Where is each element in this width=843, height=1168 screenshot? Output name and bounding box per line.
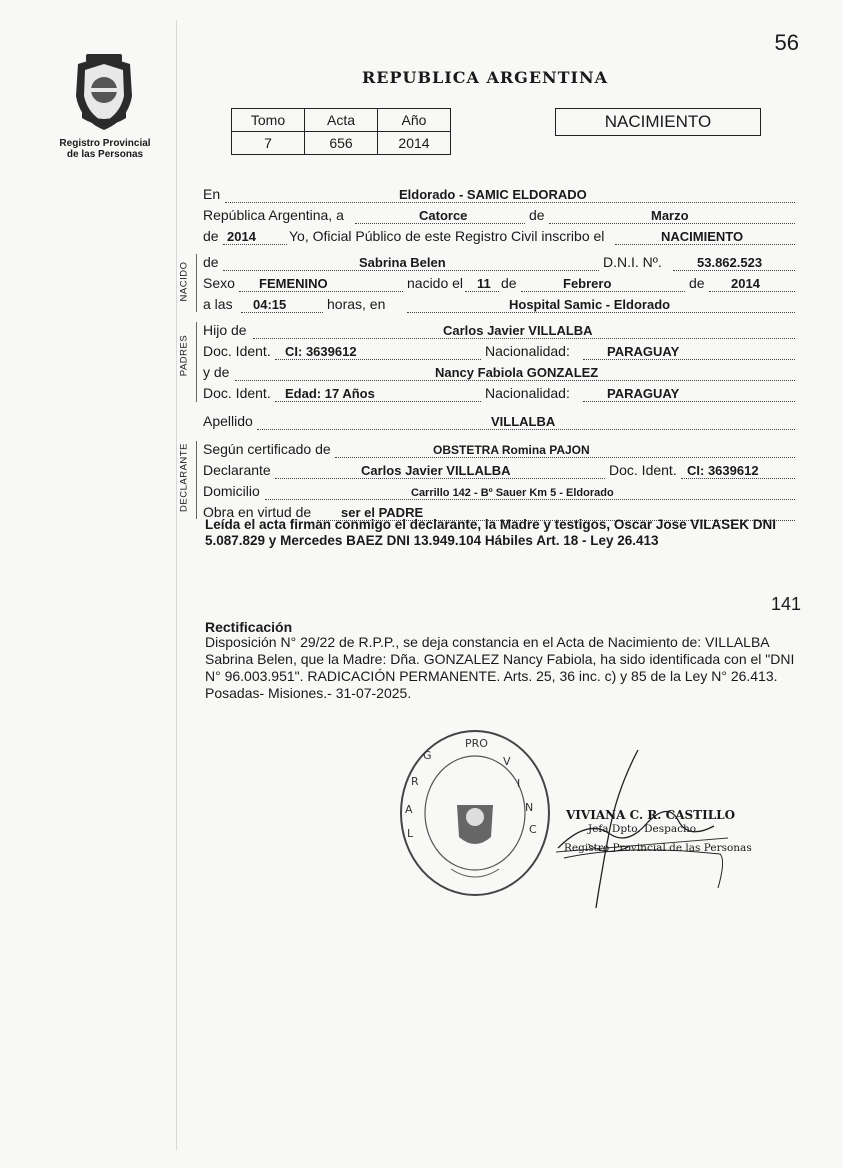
value-padre-doc: CI: 3639612 bbox=[285, 344, 357, 359]
rectificacion-title: Rectificación bbox=[205, 619, 293, 635]
value-tipo-acta: NACIMIENTO bbox=[661, 229, 744, 244]
value-madre-doc: Edad: 17 Años bbox=[285, 386, 375, 401]
row-lugar: En Eldorado - SAMIC ELDORADO bbox=[203, 186, 795, 205]
logo-caption: Registro Provincial de las Personas bbox=[59, 138, 151, 160]
section-label-padres: PADRES bbox=[178, 334, 190, 377]
svg-text:L: L bbox=[407, 827, 414, 840]
value-padre-nac: PARAGUAY bbox=[607, 344, 680, 359]
svg-text:I: I bbox=[517, 777, 521, 790]
row-certificado: Según certificado de OBSTETRA Romina PAJON bbox=[203, 441, 795, 460]
value-nombre: Sabrina Belen bbox=[359, 255, 446, 270]
table-value-tomo: 7 bbox=[232, 132, 305, 155]
handwritten-signature-icon bbox=[548, 748, 738, 928]
table-header-acta: Acta bbox=[305, 109, 378, 132]
svg-text:PRO: PRO bbox=[465, 737, 488, 750]
signature-role: Jefa Dpto. Despacho bbox=[588, 823, 697, 835]
value-anio-nac: 2014 bbox=[731, 276, 760, 291]
value-domicilio: Carrillo 142 - Bº Sauer Km 5 - Eldorado bbox=[411, 487, 614, 499]
margin-line bbox=[176, 20, 177, 1150]
row-inscribo: de 2014 Yo, Oficial Público de este Registro Civil inscribo el NACIMIENTO bbox=[203, 228, 795, 247]
row-sexo: Sexo FEMENINO nacido el 11 de Febrero de 2014 bbox=[203, 275, 795, 294]
record-type-box: NACIMIENTO bbox=[555, 108, 761, 136]
row-nombre: de Sabrina Belen D.N.I. Nº. 53.862.523 bbox=[203, 254, 795, 273]
svg-text:R: R bbox=[411, 775, 419, 788]
value-lugar: Eldorado - SAMIC ELDORADO bbox=[399, 187, 587, 202]
table-value-anio: 2014 bbox=[378, 132, 451, 155]
row-apellido: Apellido VILLALBA bbox=[203, 413, 795, 432]
row-declarante: Declarante Carlos Javier VILLALBA Doc. Ident. CI: 3639612 bbox=[203, 462, 795, 481]
row-madre-doc: Doc. Ident. Edad: 17 Años Nacionalidad: PARAGUAY bbox=[203, 385, 795, 404]
value-apellido: VILLALBA bbox=[491, 414, 556, 429]
value-madre-nac: PARAGUAY bbox=[607, 386, 680, 401]
table-value-acta: 656 bbox=[305, 132, 378, 155]
page-title: REPUBLICA ARGENTINA bbox=[362, 68, 609, 87]
value-declarante-doc: CI: 3639612 bbox=[687, 463, 759, 478]
signature-name: VIVIANA C. R. CASTILLO bbox=[566, 808, 736, 822]
tomo-acta-anio-table bbox=[231, 108, 451, 155]
value-padre: Carlos Javier VILLALBA bbox=[443, 323, 593, 338]
value-obra: ser el PADRE bbox=[341, 505, 424, 520]
value-sexo: FEMENINO bbox=[259, 276, 328, 291]
table-header-tomo: Tomo bbox=[232, 109, 305, 132]
value-dni: 53.862.523 bbox=[697, 255, 763, 270]
row-hora: a las 04:15 horas, en Hospital Samic - Eldorado bbox=[203, 296, 795, 315]
secondary-number: 141 bbox=[770, 594, 801, 614]
row-padre: Hijo de Carlos Javier VILLALBA bbox=[203, 322, 795, 341]
value-lugar-nac: Hospital Samic - Eldorado bbox=[509, 297, 671, 312]
section-label-declarante: DECLARANTE bbox=[178, 443, 190, 512]
value-dia: Catorce bbox=[419, 208, 468, 223]
row-padre-doc: Doc. Ident. CI: 3639612 Nacionalidad: PARAGUAY bbox=[203, 343, 795, 362]
closing-note: Leída el acta firman conmigo el declarante, la Madre y testigos, Oscar Jose VILASEK DNI 5.087.829 y Mercedes BAEZ DNI 13.949.104 Hábiles Art. 18 - Ley 26.413 bbox=[205, 517, 776, 548]
svg-text:V: V bbox=[503, 755, 511, 768]
official-seal-icon bbox=[395, 725, 555, 900]
rectificacion-text: Disposición N° 29/22 de R.P.P., se deja constancia en el Acta de Nacimiento de: VILLALBA Sabrina Belen, que la Madre: Dña. GONZALEZ Nancy Fabiola, ha sido identificada con el "DNI N° 96.003.951". RADICACIÓN PERMANENTE. Arts. 25, 36 inc. c) y 85 de la Ley N° 26.413. Posadas- Misiones.- 31-07-2025. bbox=[205, 634, 795, 701]
value-hora: 04:15 bbox=[253, 297, 287, 312]
value-dia-nac: 11 bbox=[477, 276, 491, 291]
value-mes-nac: Febrero bbox=[563, 276, 612, 291]
value-declarante: Carlos Javier VILLALBA bbox=[361, 463, 511, 478]
section-label-nacido: NACIDO bbox=[178, 261, 190, 302]
signature-org: Registro Provincial de las Personas bbox=[564, 842, 752, 854]
svg-text:G: G bbox=[423, 749, 432, 762]
value-anio: 2014 bbox=[227, 229, 256, 244]
row-obra: Obra en virtud de ser el PADRE bbox=[203, 504, 795, 523]
page-number: 56 bbox=[774, 30, 799, 55]
svg-text:A: A bbox=[405, 803, 413, 816]
svg-text:N: N bbox=[525, 801, 534, 814]
value-madre: Nancy Fabiola GONZALEZ bbox=[435, 365, 599, 380]
value-certificado: OBSTETRA Romina PAJON bbox=[433, 443, 590, 457]
svg-text:C: C bbox=[529, 823, 537, 836]
provincial-coat-of-arms-icon bbox=[68, 52, 140, 134]
row-fecha: República Argentina, a Catorce de Marzo bbox=[203, 207, 795, 226]
table-header-anio: Año bbox=[378, 109, 451, 132]
value-mes: Marzo bbox=[651, 208, 689, 223]
row-domicilio: Domicilio Carrillo 142 - Bº Sauer Km 5 - Eldorado bbox=[203, 483, 795, 502]
row-madre: y de Nancy Fabiola GONZALEZ bbox=[203, 364, 795, 383]
